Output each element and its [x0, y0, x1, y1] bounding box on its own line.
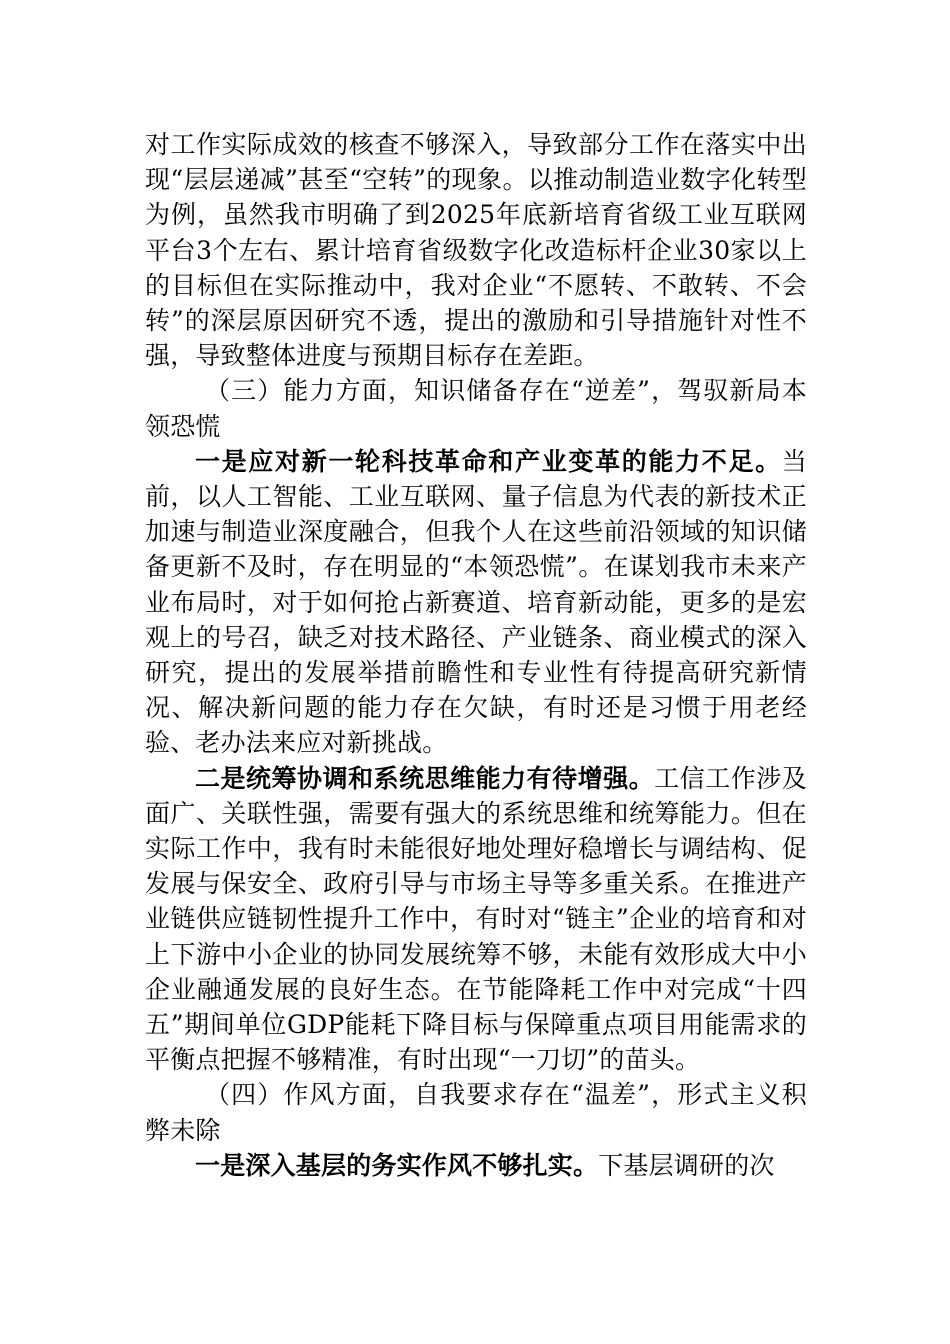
paragraph-tech-revolution	[145, 444, 807, 761]
paragraph-body-grassroots: 下基层调研的次	[598, 1150, 775, 1180]
paragraph-lead-grassroots: 一是深入基层的务实作风不够扎实。	[195, 1150, 599, 1180]
paragraph-coordination	[145, 761, 807, 1078]
paragraph-lead-tech-revolution: 一是应对新一轮科技革命和产业变革的能力不足。	[195, 446, 782, 476]
paragraph-body-coordination: 工信工作涉及面广、关联性强，需要有强大的系统思维和统筹能力。但在实际工作中，我有时未能很好地处理好稳增长与调结构、促发展与保安全、政府引导与市场主导等多重关系。在推进产业链供应链韧性提升工作中，有时对“链主”企业的培育和对上下游中小企业的协同发展统筹不够，未能有效形成大中小企业融通发展的良好生态。在节能降耗工作中对完成“十四五”期间单位GDP能耗下降目标与保障重点项目用能需求的平衡点把握不够精准，有时出现“一刀切”的苗头。	[145, 763, 807, 1075]
section-heading-ability: （三）能力方面，知识储备存在“逆差”，驾驭新局本领恐慌	[145, 376, 807, 441]
paragraph-grassroots	[145, 1148, 807, 1183]
paragraph-continuation: 对工作实际成效的核查不够深入，导致部分工作在落实中出现“层层递减”甚至“空转”的现象。以推动制造业数字化转型为例，虽然我市明确了到2025年底新培育省级工业互联网平台3个左右、累计培育省级数字化改造标杆企业30家以上的目标但在实际推动中，我对企业“不愿转、不敢转、不会转”的深层原因研究不透，提出的激励和引导措施针对性不强，导致整体进度与预期目标存在差距。	[145, 130, 807, 371]
paragraph-lead-coordination: 二是统筹协调和系统思维能力有待增强。	[195, 763, 655, 793]
document-body	[145, 127, 807, 1183]
section-heading-style: （四）作风方面，自我要求存在“温差”，形式主义积弊未除	[145, 1080, 807, 1145]
paragraph-body-tech-revolution: 当前，以人工智能、工业互联网、量子信息为代表的新技术正加速与制造业深度融合，但我个人在这些前沿领域的知识储备更新不及时，存在明显的“本领恐慌”。在谋划我市未来产业布局时，对于如何抢占新赛道、培育新动能，更多的是宏观上的号召，缺乏对技术路径、产业链条、商业模式的深入研究，提出的发展举措前瞻性和专业性有待提高研究新情况、解决新问题的能力存在欠缺，有时还是习惯于用老经验、老办法来应对新挑战。	[145, 446, 807, 758]
